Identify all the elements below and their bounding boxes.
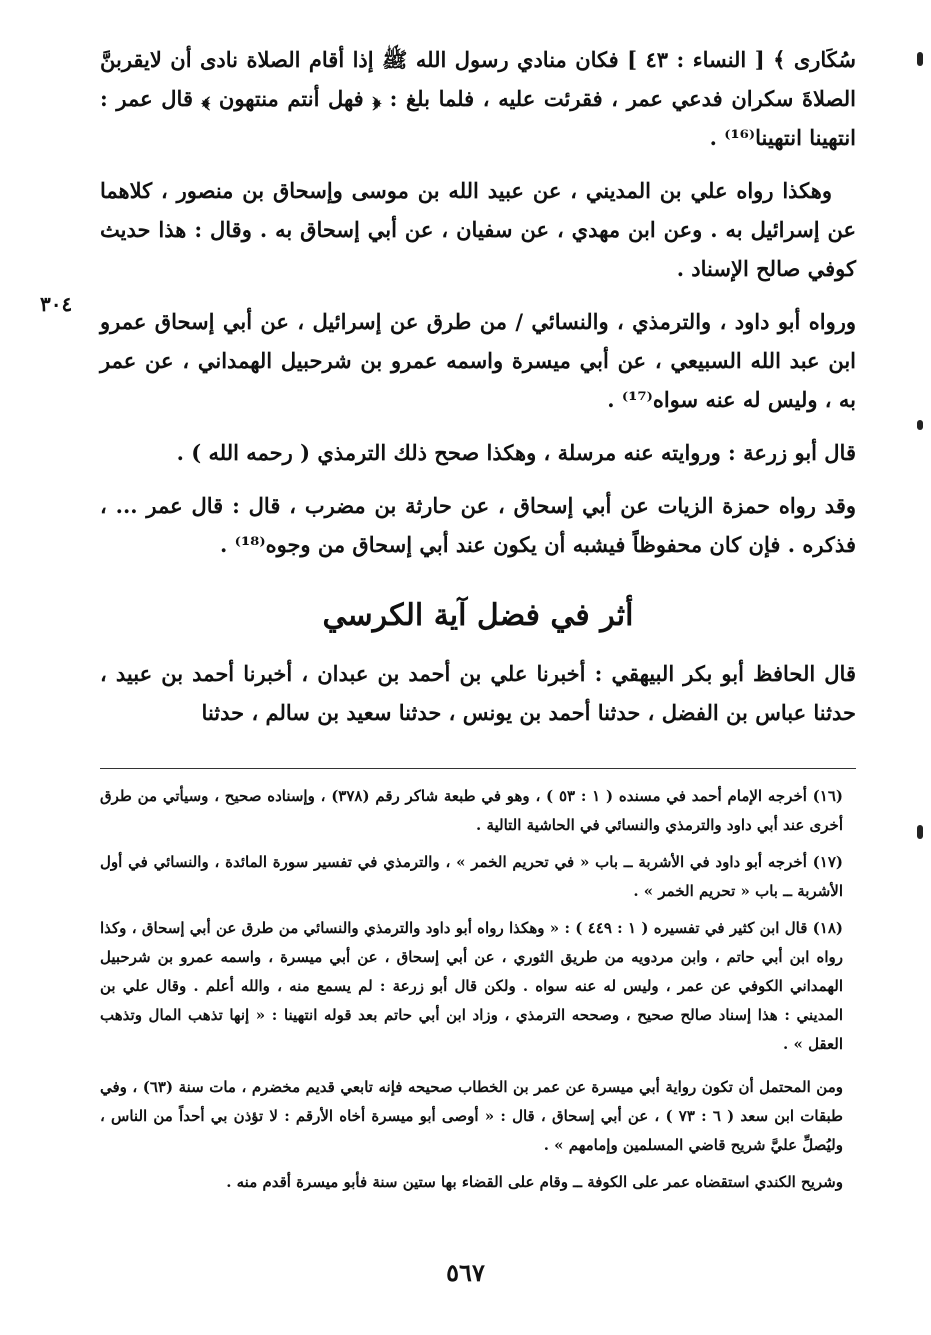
footnote: (١٨) قال ابن كثير في تفسيره ( ١ : ٤٤٩ ) : « وهكذا رواه أبو داود والترمذي والنسائي من طرق عن أبي إسحاق ، وكذا رواه ابن أبي حاتم ، وابن مردويه من طريق الثوري ، عن أبي إسحاق ، عن أبي ميسرة ، واسمه عمرو بن شرحبيل الهمداني الكوفي عن عمر ، وليس له عنه سواه . ولكن قال أبو زرعة : لم يسمع منه ، والله أعلم . وقال علي بن المديني : هذا إسناد صالح صحيح ، وصححه الترمذي ، وزاد ابن أبي حاتم بعد قوله انتهينا : « إنها تذهب المال وتذهب العقل » .: [100, 919, 843, 1053]
main-text: [100, 40, 856, 746]
section-heading: أثر في فضل آية الكرسي: [322, 598, 634, 633]
scan-edge-mark: [917, 52, 923, 66]
footnote: ومن المحتمل أن تكون رواية أبي ميسرة عن عمر بن الخطاب صحيحه فإنه تابعي قديم مخضرم ، مات سنة (٦٣) ، وفي طبقات ابن سعد ( ٦ : ٧٣ ) ، عن أبي إسحاق ، قال : « أوصى أبو ميسرة أخاه الأرقم : لا تؤذن بي أحداً من الناس ، وليُصلِّ عليَّ شريح قاضي المسلمين وإمامهم » .: [100, 1078, 843, 1154]
paragraph: وقد رواه حمزة الزيات عن أبي إسحاق ، عن حارثة بن مضرب ، قال : قال عمر ... ، فذكره . فإن كان محفوظاً فيشبه أن يكون عند أبي إسحاق من وجوه⁽¹⁸⁾ .: [100, 493, 856, 557]
footnote-divider: [100, 768, 856, 769]
paragraph: قال الحافظ أبو بكر البيهقي : أخبرنا علي بن أحمد بن عبدان ، أخبرنا أحمد بن عبيد ، حدثنا عباس بن الفضل ، حدثنا أحمد بن يونس ، حدثنا سعيد بن سالم ، حدثنا: [100, 661, 856, 725]
page-number: ٥٦٧: [446, 1258, 485, 1287]
paragraph: وهكذا رواه علي بن المديني ، عن عبيد الله بن موسى وإسحاق بن منصور ، كلاهما عن إسرائيل به . وعن ابن مهدي ، عن سفيان ، عن أبي إسحاق به . وقال : هذا حديث كوفي صالح الإسناد .: [100, 178, 856, 281]
footnote: (١٦) أخرجه الإمام أحمد في مسنده ( ١ : ٥٣ ) ، وهو في طبعة شاكر رقم (٣٧٨) ، وإسناده صحيح ، وسيأتي من طرق أخرى عند أبي داود والترمذي والنسائي في الحاشية التالية .: [100, 787, 843, 834]
footnotes: [100, 782, 843, 1205]
footnote: (١٧) أخرجه أبو داود في الأشربة ــ باب « في تحريم الخمر » ، والترمذي في تفسير سورة المائدة ، والنسائي في أول الأشربة ــ باب « تحريم الخمر » .: [100, 853, 843, 900]
paragraph: قال أبو زرعة : وروايته عنه مرسلة ، وهكذا صحح ذلك الترمذي ( رحمه الله ) .: [176, 440, 856, 465]
scan-edge-mark: [917, 825, 923, 839]
scan-edge-mark: [917, 420, 923, 430]
footnote: وشريح الكندي استقضاه عمر على الكوفة ــ وقام على القضاء بها ستين سنة فأبو ميسرة أقدم منه .: [226, 1173, 843, 1191]
margin-page-reference: ٣٠٤: [40, 292, 73, 316]
paragraph: سُكَارى ﴾ [ النساء : ٤٣ ] فكان منادي رسول الله ﷺ إذا أقام الصلاة نادى أن لايقربنَّ الصلاةَ سكران فدعي عمر ، فقرئت عليه ، فلما بلغ : ﴿ فهل أنتم منتهون ﴾ قال عمر : انتهينا انتهينا⁽¹⁶⁾ .: [100, 47, 856, 150]
paragraph: ورواه أبو داود ، والترمذي ، والنسائي / من طرق عن إسرائيل ، عن أبي إسحاق عمرو ابن عبد الله السبيعي ، عن أبي ميسرة واسمه عمرو بن شرحبيل الهمداني ، عن عمر به ، وليس له عنه سواه⁽¹⁷⁾ .: [100, 309, 856, 412]
